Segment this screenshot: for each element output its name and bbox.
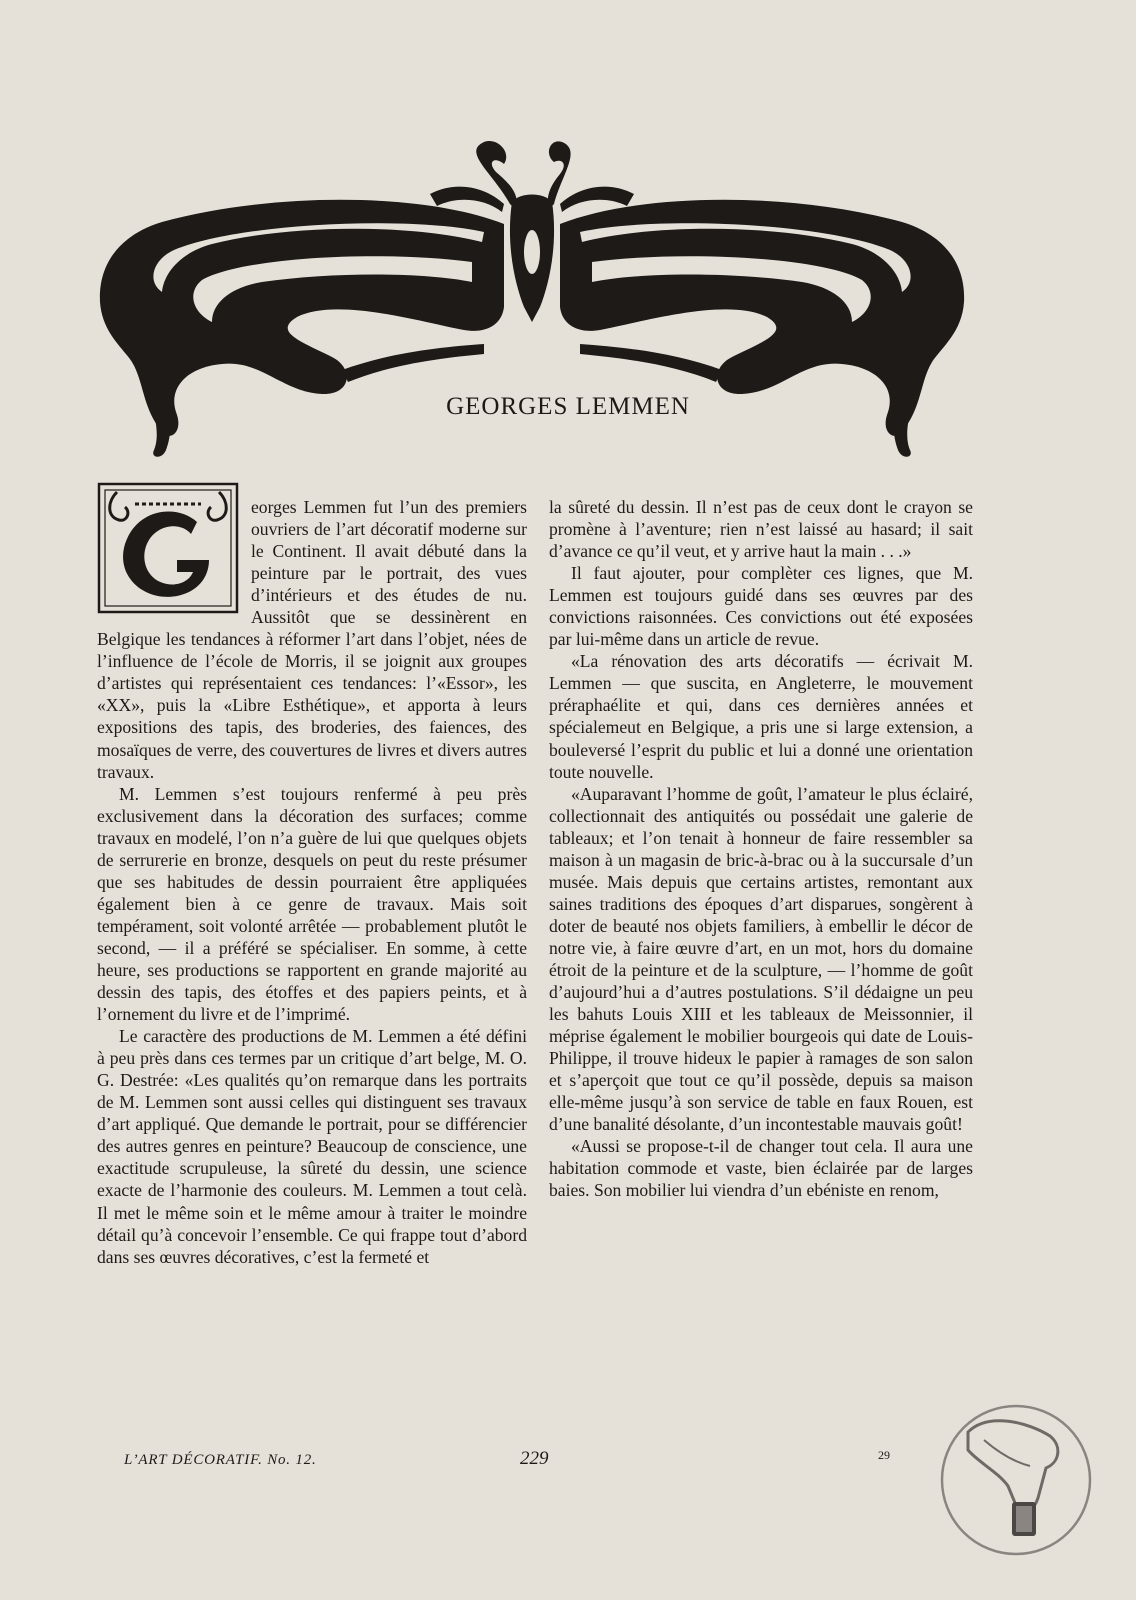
left-column xyxy=(97,496,527,1268)
right-column xyxy=(549,496,973,1202)
hand-stamp-icon xyxy=(938,1402,1094,1558)
journal-running-foot: L’ART DÉCORATIF. No. 12. xyxy=(124,1452,317,1468)
drop-cap-g-ornament xyxy=(97,482,239,614)
paragraph: «La rénovation des arts décoratifs — écrivait M. Lemmen — que suscita, en Angleterre, le mouvement préraphaélite et qui, dans ces dernières années et spécialemeut en Belgique, a pris une si large extension, a bouleversé l’esprit du public et lui a donné une orientation toute nouvelle. xyxy=(549,651,973,782)
paragraph: Le caractère des productions de M. Lemmen a été défini à peu près dans ces termes par un critique d’art belge, M. O. G. Destrée: «Les qualités qu’on remarque dans les portraits de M. Lemmen sont aussi celles qui distinguent ses travaux d’art appliqué. Que demande le portrait, pour se différencier des autres genres en peinture? Beaucoup de conscience, une exactitude scrupuleuse, la sûreté du dessin, une science exacte de l’harmonie des couleurs. M. Lemmen a tout celà. Il met le même soin et le même amour à traiter le moindre détail qu’à concevoir l’ensemble. Ce qui frappe tout d’abord dans ses œuvres décoratives, c’est la fermeté et xyxy=(97,1026,527,1267)
paragraph: eorges Lemmen fut l’un des premiers ouvriers de l’art décoratif moderne sur le Continent. Il avait débuté dans la peinture par le portrait, des vues d’intérieurs et des études de nu. Aussitôt que se dessinèrent en Belgique les tendances à réformer l’art dans l’objet, nées de l’influence de l’école de Morris, il se joignit aux groupes d’artistes qui représentaient ces tendances: l’«Essor», les «XX», puis la «Libre Esthétique», et apporta à leurs expositions des tapis, des broderies, des faiences, des mosaïques de verre, des couvertures de livres et divers autres travaux. xyxy=(97,497,527,782)
signature-mark: 29 xyxy=(878,1448,890,1462)
page-number: 229 xyxy=(520,1448,549,1469)
paragraph: M. Lemmen s’est toujours renfermé à peu près exclusivement dans la décoration des surfaces; comme travaux en modelé, l’on n’a guère de lui que quelques objets de serrurerie en bronze, desquels on peut du reste présumer que ses habitudes de dessin pourraient être appliquées également bien à ce genre de travaux. Mais soit tempérament, soit volonté arrêtée — probablement plutôt le second, — il a préféré se spécialiser. En somme, à cette heure, ses productions se rapportent en grande majorité au dessin des tapis, des étoffes et des papiers peints, et à l’ornement du livre et de l’imprimé. xyxy=(97,783,527,1025)
paragraph: la sûreté du dessin. Il n’est pas de ceux dont le crayon se promène à l’aventure; rien n’est laissé au hasard; il sait d’avance ce qu’il veut, et y arrive haut la main . . .» xyxy=(549,497,973,562)
article-title: GEORGES LEMMEN xyxy=(446,393,690,420)
paragraph: «Auparavant l’homme de goût, l’amateur le plus éclairé, collectionnait des antiquités ou possédait une galerie de tableaux; et l’on tenait à honneur de faire ressembler sa maison à un magasin de bric-à-brac ou à la succursale d’un musée. Mais depuis que certains artistes, remontant aux saines traditions des époques d’art disparues, songèrent à doter de beauté nos objets familiers, à embellir le décor de notre vie, à faire œuvre d’art, en un mot, hors du domaine étroit de la peinture et de la sculpture, — l’homme de goût d’aujourd’hui a d’autres postulations. S’il dédaigne un peu les bahuts Louis XIII et les tableaux de Meissonnier, il méprise également le mobilier bourgeois qui date de Louis-Philippe, il trouve hideux le papier à ramages de son salon et s’aperçoit que tout ce qu’il possède, depuis sa maison elle-même jusqu’à son service de table en faux Rouen, est d’une banalité désolante, d’un incontestable mauvais goût! xyxy=(549,783,973,1135)
paragraph: Il faut ajouter, pour complèter ces lignes, que M. Lemmen est toujours guidé dans ses œuvres par des convictions raisonnées. Ces convictions out été exposées par lui-même dans un article de revue. xyxy=(549,563,973,650)
paragraph: «Aussi se propose-t-il de changer tout cela. Il aura une habitation commode et vaste, bien éclairée par de larges baies. Son mobilier lui viendra d’un ebéniste en renom, xyxy=(549,1136,973,1201)
